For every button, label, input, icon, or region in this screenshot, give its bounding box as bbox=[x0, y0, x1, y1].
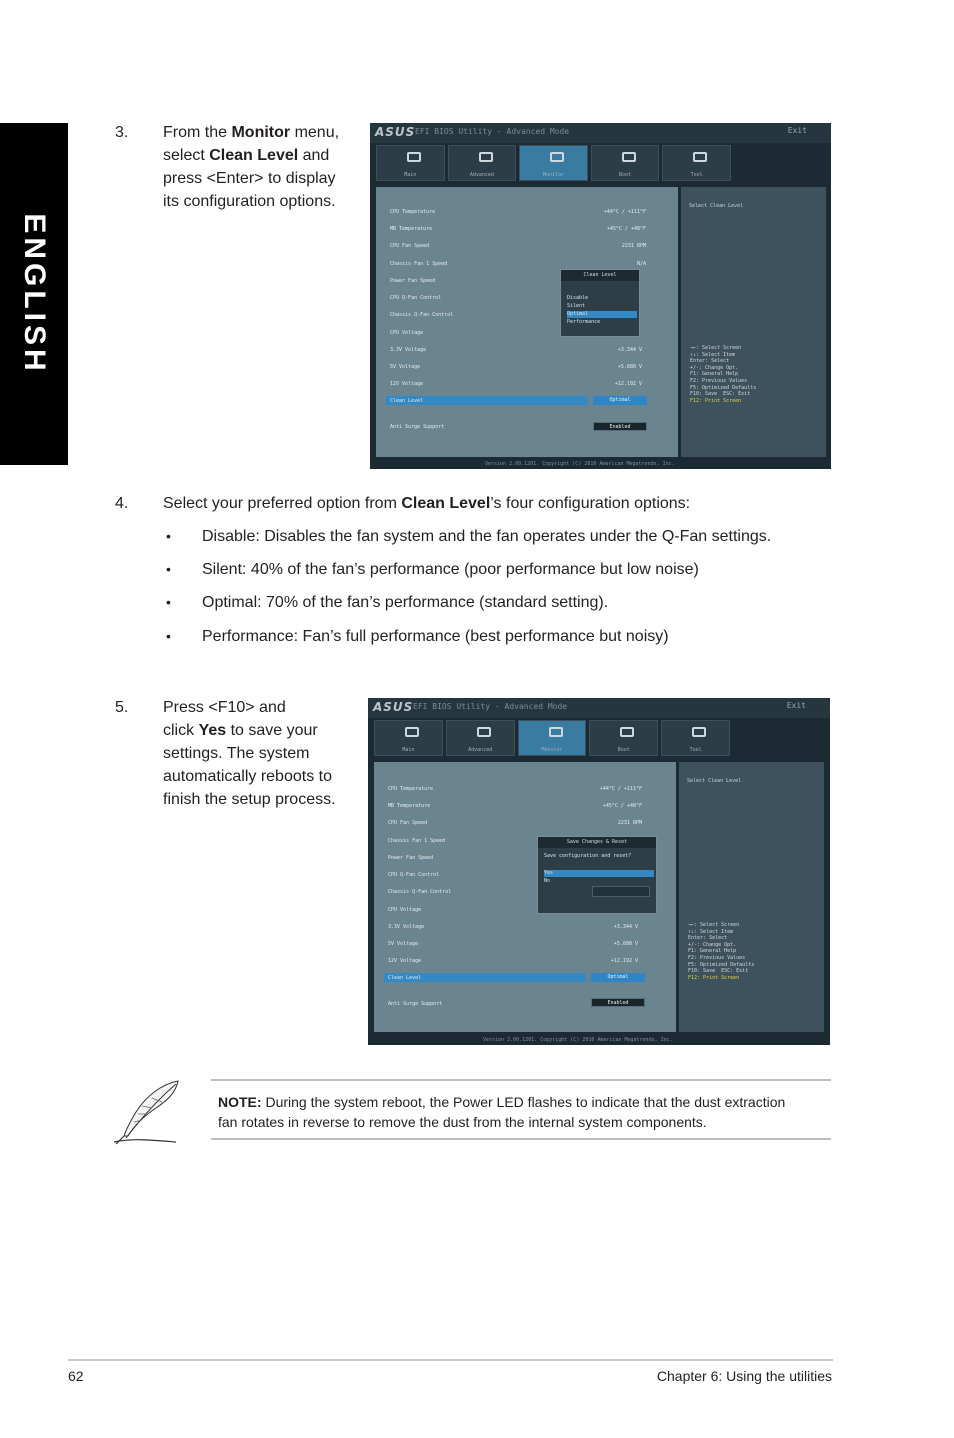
key-hint: F1: General Help bbox=[688, 948, 737, 955]
step-3-text bbox=[163, 121, 339, 213]
bios-tab-tool bbox=[662, 145, 731, 181]
note-text bbox=[218, 1092, 785, 1132]
note-top-rule bbox=[211, 1079, 831, 1081]
bios-tab-boot bbox=[591, 145, 660, 181]
dialog-title: Save Changes & Reset bbox=[538, 837, 656, 848]
bios-help-panel bbox=[679, 762, 824, 1032]
tab-label: Advanced bbox=[468, 747, 493, 753]
option-silent: Silent: 40% of the fan’s performance (poor performance but low noise) bbox=[202, 561, 699, 578]
key-hint: →←: Select Screen bbox=[688, 922, 740, 928]
row-value: +45°C / +48°F bbox=[602, 803, 642, 809]
printer-icon bbox=[693, 152, 707, 162]
key-hint: F2: Previous Values bbox=[688, 954, 746, 961]
row-label: CPU Q-Fan Control bbox=[390, 295, 442, 301]
step5-line5: finish the setup process. bbox=[163, 791, 336, 808]
asus-logo: ASUS bbox=[375, 125, 416, 139]
help-title: Select Clean Level bbox=[689, 203, 744, 209]
anti-surge-label: Anti Surge Support bbox=[388, 1001, 443, 1007]
step3-line2c: and bbox=[298, 147, 330, 164]
row-label: Chassis Q-Fan Control bbox=[390, 312, 454, 318]
bullet-mark: • bbox=[166, 594, 171, 610]
bios-tab-advanced bbox=[446, 720, 515, 756]
dialog-option-yes: Yes bbox=[544, 870, 654, 877]
step-number-5: 5. bbox=[115, 699, 129, 716]
printer-icon bbox=[692, 727, 706, 737]
key-hint-print: F12: Print Screen bbox=[688, 974, 740, 981]
bios-screenshot-save-reset bbox=[368, 698, 830, 1045]
step-number-3: 3. bbox=[115, 124, 129, 141]
clean-level-value: Optimal bbox=[591, 973, 645, 982]
popup-option: Performance bbox=[567, 319, 601, 325]
key-hint: F2: Previous Values bbox=[690, 377, 748, 384]
key-hint-print: F12: Print Screen bbox=[690, 397, 742, 404]
popup-option: Silent bbox=[567, 303, 586, 309]
bios-version: Version 2.00.1201. Copyright (C) 2010 American Megatrends, Inc. bbox=[485, 461, 675, 467]
option-optimal: Optimal: 70% of the fan’s performance (standard setting). bbox=[202, 594, 609, 611]
step3-line1a: From the bbox=[163, 124, 232, 141]
bios-title-bar bbox=[368, 698, 830, 718]
monitor-icon bbox=[550, 152, 564, 162]
chapter-title: Chapter 6: Using the utilities bbox=[656, 1368, 832, 1384]
key-hint: F1: General Help bbox=[690, 371, 739, 378]
row-label: CPU Voltage bbox=[390, 330, 424, 336]
row-value: +3.344 V bbox=[613, 924, 638, 930]
monitor-term: Monitor bbox=[231, 124, 291, 141]
bios-footer bbox=[370, 459, 831, 469]
step5-line3: settings. The system bbox=[163, 745, 310, 762]
step3-line4: its configuration options. bbox=[163, 193, 336, 210]
popup-option-selected: Optimal bbox=[567, 311, 637, 318]
key-hint: →←: Select Screen bbox=[690, 345, 742, 351]
note-label: NOTE: bbox=[218, 1094, 262, 1110]
bios-screenshot-clean-level bbox=[370, 123, 831, 469]
row-label: 12V Voltage bbox=[388, 958, 422, 964]
bullet-mark: • bbox=[166, 528, 171, 544]
key-hint: +/-: Change Opt. bbox=[690, 364, 739, 371]
bios-title: EFI BIOS Utility - Advanced Mode bbox=[415, 127, 570, 136]
page-number: 62 bbox=[68, 1368, 84, 1384]
bios-tab-main bbox=[374, 720, 443, 756]
bios-version: Version 2.00.1201. Copyright (C) 2010 American Megatrends, Inc. bbox=[483, 1037, 673, 1043]
row-value: +12.192 V bbox=[610, 958, 638, 964]
bullet-mark: • bbox=[166, 628, 171, 644]
popup-option: Disable bbox=[567, 295, 589, 301]
tab-label: Monitor bbox=[542, 172, 565, 178]
note-bottom-rule bbox=[211, 1138, 831, 1140]
step3-line1c: menu, bbox=[290, 124, 340, 141]
step5-line4: automatically reboots to bbox=[163, 768, 332, 785]
option-disable: Disable: Disables the fan system and the fan operates under the Q-Fan settings. bbox=[202, 528, 772, 545]
tab-label: Advanced bbox=[469, 172, 494, 178]
power-icon bbox=[622, 152, 636, 162]
row-value: 2231 RPM bbox=[621, 243, 646, 249]
row-value: +5.080 V bbox=[617, 364, 642, 370]
language-label: ENGLISH bbox=[18, 213, 51, 375]
key-hint: Enter: Select bbox=[688, 935, 728, 942]
bios-exit: Exit bbox=[786, 701, 806, 710]
key-hint: ↑↓: Select Item bbox=[690, 351, 736, 358]
key-hint: Enter: Select bbox=[690, 358, 730, 365]
row-label: 3.3V Voltage bbox=[388, 924, 425, 930]
anti-surge-value: Enabled bbox=[591, 998, 645, 1007]
bios-exit: Exit bbox=[787, 126, 807, 135]
dialog-option-no: No bbox=[544, 878, 551, 884]
row-label: CPU Fan Speed bbox=[388, 820, 428, 826]
row-label: CPU Q-Fan Control bbox=[388, 872, 440, 878]
anti-surge-label: Anti Surge Support bbox=[390, 424, 445, 430]
list-icon bbox=[407, 152, 421, 162]
row-label: Power Fan Speed bbox=[388, 855, 434, 861]
language-side-tab bbox=[0, 123, 68, 465]
step4-part-a: Select your preferred option from bbox=[163, 495, 402, 512]
bios-keys bbox=[690, 345, 756, 404]
row-label: 5V Voltage bbox=[390, 364, 421, 370]
step3-line2a: select bbox=[163, 147, 210, 164]
dialog-field bbox=[592, 886, 650, 897]
chip-icon bbox=[477, 727, 491, 737]
step-5-text bbox=[163, 696, 336, 811]
tab-label: Boot bbox=[617, 747, 630, 753]
row-label: Chassis Fan 1 Speed bbox=[390, 261, 448, 267]
step3-line3: press <Enter> to display bbox=[163, 170, 336, 187]
row-value: +45°C / +48°F bbox=[606, 226, 646, 232]
clean-level-term: Clean Level bbox=[209, 147, 299, 164]
tab-label: Monitor bbox=[541, 747, 563, 753]
row-value: +12.192 V bbox=[614, 381, 642, 387]
bios-title: EFI BIOS Utility - Advanced Mode bbox=[413, 702, 568, 711]
bios-help-panel bbox=[681, 187, 826, 457]
key-hint: +/-: Change Opt. bbox=[688, 941, 737, 948]
step-4-text bbox=[163, 492, 690, 515]
anti-surge-value: Enabled bbox=[593, 422, 647, 431]
list-icon bbox=[405, 727, 419, 737]
row-value: +44°C / +111°F bbox=[603, 209, 646, 215]
bios-keys bbox=[688, 922, 754, 981]
bios-tabs bbox=[376, 145, 731, 181]
row-value: +44°C / +111°F bbox=[599, 786, 642, 792]
bios-tabs bbox=[374, 720, 730, 756]
row-value: +3.344 V bbox=[617, 347, 642, 353]
tab-label: Boot bbox=[619, 172, 632, 178]
bullet-mark: • bbox=[166, 561, 171, 577]
note-line1: During the system reboot, the Power LED flashes to indicate that the dust extraction bbox=[261, 1094, 786, 1110]
row-value: +5.080 V bbox=[613, 941, 638, 947]
key-hint: F10: Save ESC: Exit bbox=[688, 968, 749, 975]
step4-part-c: ’s four configuration options: bbox=[490, 495, 691, 512]
step-number-4: 4. bbox=[115, 495, 129, 512]
clean-level-term: Clean Level bbox=[401, 495, 491, 512]
step5-line1: Press <F10> and bbox=[163, 699, 286, 716]
row-label: MB Temperature bbox=[390, 226, 433, 232]
popup-title: Clean Level bbox=[561, 270, 639, 281]
row-label: CPU Voltage bbox=[388, 907, 422, 913]
bios-tab-boot bbox=[589, 720, 658, 756]
step5-line2c: to save your bbox=[226, 722, 318, 739]
key-hint: ↑↓: Select Item bbox=[688, 928, 734, 935]
yes-term: Yes bbox=[198, 722, 227, 739]
feather-quill-icon bbox=[112, 1078, 186, 1146]
row-label: Chassis Q-Fan Control bbox=[388, 889, 452, 895]
chip-icon bbox=[479, 152, 493, 162]
bios-tab-main bbox=[376, 145, 445, 181]
row-label: CPU Fan Speed bbox=[390, 243, 430, 249]
row-value: N/A bbox=[636, 261, 646, 267]
key-hint: F5: Optimized Defaults bbox=[690, 384, 757, 391]
footer-rule bbox=[68, 1359, 833, 1361]
tab-label: Main bbox=[404, 172, 417, 178]
row-label: 3.3V Voltage bbox=[390, 347, 427, 353]
bios-footer bbox=[368, 1035, 830, 1045]
row-value: 2231 RPM bbox=[617, 820, 642, 826]
row-label: 5V Voltage bbox=[388, 941, 419, 947]
option-performance: Performance: Fan’s full performance (best performance but noisy) bbox=[202, 628, 669, 645]
clean-level-label: Clean Level bbox=[388, 975, 422, 981]
tab-label: Tool bbox=[690, 172, 703, 178]
note-line2: fan rotates in reverse to remove the dust from the internal system components. bbox=[218, 1114, 707, 1130]
key-hint: F10: Save ESC: Exit bbox=[690, 391, 751, 398]
help-title: Select Clean Level bbox=[687, 778, 742, 784]
dialog-question: Save configuration and reset? bbox=[544, 853, 632, 859]
power-icon bbox=[620, 727, 634, 737]
asus-logo: ASUS bbox=[373, 700, 414, 714]
clean-level-popup bbox=[560, 269, 640, 337]
step5-line2a: click bbox=[163, 722, 199, 739]
bios-tab-tool bbox=[661, 720, 730, 756]
row-label: Chassis Fan 1 Speed bbox=[388, 838, 446, 844]
row-label: Power Fan Speed bbox=[390, 278, 436, 284]
save-reset-dialog bbox=[537, 836, 657, 914]
tab-label: Tool bbox=[689, 747, 702, 753]
row-label: CPU Temperature bbox=[390, 209, 436, 215]
bios-tab-monitor bbox=[519, 145, 588, 181]
tab-label: Main bbox=[402, 747, 415, 753]
row-label: CPU Temperature bbox=[388, 786, 434, 792]
row-label: 12V Voltage bbox=[390, 381, 424, 387]
monitor-icon bbox=[549, 727, 563, 737]
bios-tab-advanced bbox=[448, 145, 517, 181]
row-label: MB Temperature bbox=[388, 803, 431, 809]
bios-title-bar bbox=[370, 123, 831, 143]
clean-level-label: Clean Level bbox=[390, 398, 424, 404]
clean-level-value: Optimal bbox=[593, 396, 647, 405]
bios-tab-monitor bbox=[518, 720, 587, 756]
key-hint: F5: Optimized Defaults bbox=[688, 961, 755, 968]
